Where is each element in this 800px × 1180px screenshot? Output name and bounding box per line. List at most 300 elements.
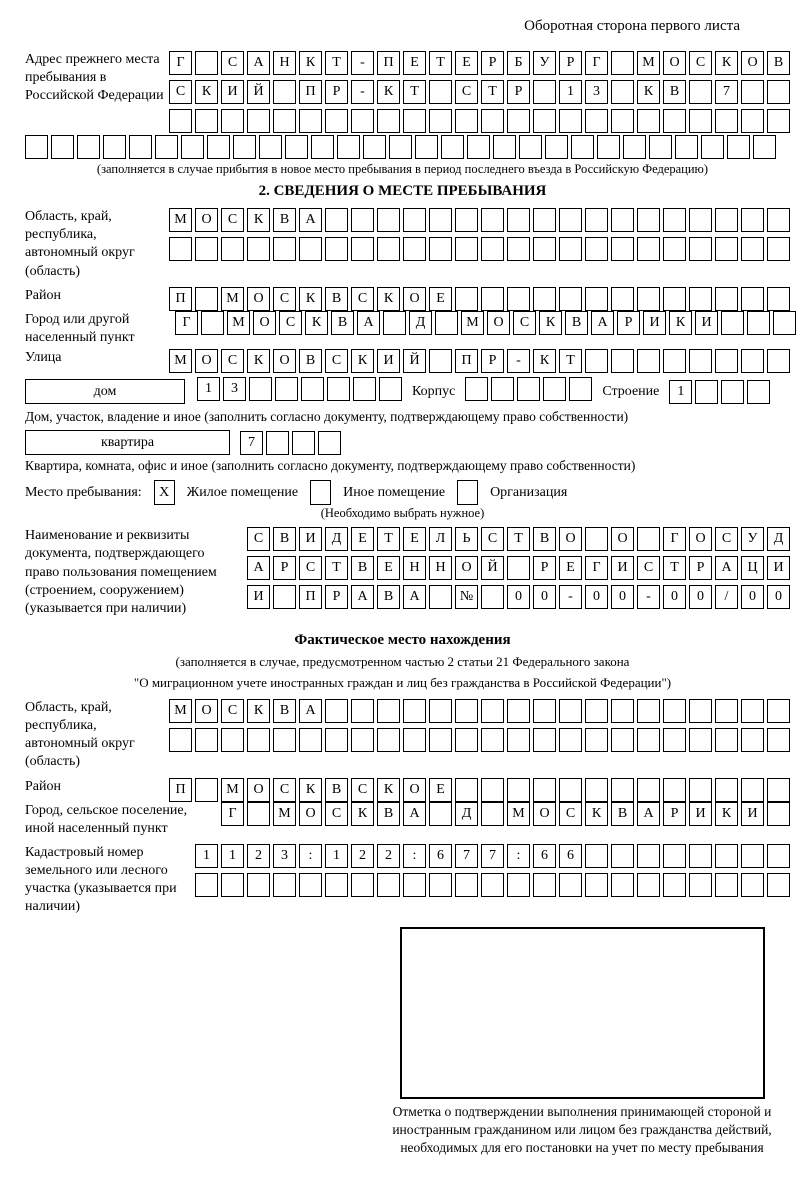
- char-cell[interactable]: [741, 80, 764, 104]
- char-cell[interactable]: [507, 109, 530, 133]
- char-cell[interactable]: [767, 287, 790, 311]
- char-cell[interactable]: [689, 80, 712, 104]
- char-cell[interactable]: [585, 109, 608, 133]
- char-cell[interactable]: [637, 527, 660, 551]
- char-cell[interactable]: [741, 349, 764, 373]
- char-cell[interactable]: [767, 699, 790, 723]
- char-cell[interactable]: А: [357, 311, 380, 335]
- char-cell[interactable]: [429, 349, 452, 373]
- char-cell[interactable]: [741, 237, 764, 261]
- char-cell[interactable]: [389, 135, 412, 159]
- char-cell[interactable]: [715, 699, 738, 723]
- char-cell[interactable]: [299, 728, 322, 752]
- char-cell[interactable]: М: [507, 802, 530, 826]
- char-cell[interactable]: [337, 135, 360, 159]
- char-cell[interactable]: [663, 844, 686, 868]
- char-cell[interactable]: [195, 51, 218, 75]
- char-cell[interactable]: [481, 778, 504, 802]
- char-cell[interactable]: [611, 778, 634, 802]
- char-cell[interactable]: [325, 237, 348, 261]
- char-cell[interactable]: [429, 699, 452, 723]
- char-cell[interactable]: [403, 208, 426, 232]
- char-cell[interactable]: [611, 699, 634, 723]
- char-cell[interactable]: В: [325, 778, 348, 802]
- char-cell[interactable]: [103, 135, 126, 159]
- char-cell[interactable]: 1: [221, 844, 244, 868]
- char-cell[interactable]: [429, 208, 452, 232]
- char-cell[interactable]: [559, 873, 582, 897]
- char-cell[interactable]: [767, 109, 790, 133]
- char-cell[interactable]: [663, 699, 686, 723]
- char-cell[interactable]: [481, 802, 504, 826]
- char-cell[interactable]: [533, 237, 556, 261]
- char-cell[interactable]: В: [611, 802, 634, 826]
- char-cell[interactable]: [481, 585, 504, 609]
- char-cell[interactable]: [266, 431, 289, 455]
- char-cell[interactable]: Т: [481, 80, 504, 104]
- dom-box[interactable]: дом: [25, 379, 185, 404]
- char-cell[interactable]: [715, 349, 738, 373]
- char-cell[interactable]: [493, 135, 516, 159]
- char-cell[interactable]: К: [377, 287, 400, 311]
- char-cell[interactable]: С: [279, 311, 302, 335]
- char-cell[interactable]: [247, 237, 270, 261]
- char-cell[interactable]: 6: [429, 844, 452, 868]
- char-cell[interactable]: [233, 135, 256, 159]
- char-cell[interactable]: Г: [585, 51, 608, 75]
- checkbox-organizatsiya[interactable]: [457, 480, 478, 505]
- char-cell[interactable]: [543, 377, 566, 401]
- char-cell[interactable]: [767, 873, 790, 897]
- char-cell[interactable]: С: [221, 51, 244, 75]
- char-cell[interactable]: [221, 728, 244, 752]
- char-cell[interactable]: [351, 699, 374, 723]
- char-cell[interactable]: [689, 728, 712, 752]
- char-cell[interactable]: [377, 208, 400, 232]
- char-cell[interactable]: [741, 778, 764, 802]
- char-cell[interactable]: Д: [325, 527, 348, 551]
- char-cell[interactable]: [429, 585, 452, 609]
- char-cell[interactable]: [689, 208, 712, 232]
- char-cell[interactable]: [767, 802, 790, 826]
- char-cell[interactable]: В: [273, 208, 296, 232]
- char-cell[interactable]: :: [403, 844, 426, 868]
- char-cell[interactable]: [533, 728, 556, 752]
- char-cell[interactable]: [637, 208, 660, 232]
- char-cell[interactable]: [695, 380, 718, 404]
- char-cell[interactable]: 1: [559, 80, 582, 104]
- char-cell[interactable]: У: [741, 527, 764, 551]
- char-cell[interactable]: [25, 135, 48, 159]
- char-cell[interactable]: 0: [507, 585, 530, 609]
- char-cell[interactable]: К: [247, 349, 270, 373]
- char-cell[interactable]: [701, 135, 724, 159]
- char-cell[interactable]: [741, 844, 764, 868]
- char-cell[interactable]: [351, 237, 374, 261]
- char-cell[interactable]: П: [455, 349, 478, 373]
- char-cell[interactable]: [721, 311, 744, 335]
- char-cell[interactable]: Е: [455, 51, 478, 75]
- char-cell[interactable]: [611, 349, 634, 373]
- char-cell[interactable]: 2: [377, 844, 400, 868]
- char-cell[interactable]: М: [221, 287, 244, 311]
- char-cell[interactable]: А: [299, 208, 322, 232]
- char-cell[interactable]: [429, 873, 452, 897]
- char-cell[interactable]: [611, 80, 634, 104]
- char-cell[interactable]: [259, 135, 282, 159]
- char-cell[interactable]: [637, 109, 660, 133]
- char-cell[interactable]: А: [247, 556, 270, 580]
- char-cell[interactable]: [285, 135, 308, 159]
- char-cell[interactable]: С: [455, 80, 478, 104]
- char-cell[interactable]: [273, 728, 296, 752]
- char-cell[interactable]: С: [637, 556, 660, 580]
- char-cell[interactable]: М: [169, 699, 192, 723]
- char-cell[interactable]: [559, 237, 582, 261]
- char-cell[interactable]: К: [305, 311, 328, 335]
- char-cell[interactable]: [507, 237, 530, 261]
- char-cell[interactable]: [741, 287, 764, 311]
- char-cell[interactable]: [455, 109, 478, 133]
- char-cell[interactable]: [663, 873, 686, 897]
- char-cell[interactable]: [403, 873, 426, 897]
- char-cell[interactable]: [611, 237, 634, 261]
- char-cell[interactable]: [747, 380, 770, 404]
- char-cell[interactable]: К: [299, 51, 322, 75]
- char-cell[interactable]: [741, 873, 764, 897]
- char-cell[interactable]: [481, 208, 504, 232]
- char-cell[interactable]: [377, 109, 400, 133]
- char-cell[interactable]: -: [559, 585, 582, 609]
- char-cell[interactable]: [169, 728, 192, 752]
- char-cell[interactable]: [129, 135, 152, 159]
- char-cell[interactable]: [221, 109, 244, 133]
- char-cell[interactable]: [689, 349, 712, 373]
- char-cell[interactable]: :: [299, 844, 322, 868]
- char-cell[interactable]: 7: [481, 844, 504, 868]
- char-cell[interactable]: [351, 728, 374, 752]
- char-cell[interactable]: [491, 377, 514, 401]
- char-cell[interactable]: [637, 699, 660, 723]
- char-cell[interactable]: Р: [507, 80, 530, 104]
- char-cell[interactable]: [585, 778, 608, 802]
- char-cell[interactable]: [169, 237, 192, 261]
- char-cell[interactable]: [247, 109, 270, 133]
- char-cell[interactable]: М: [637, 51, 660, 75]
- char-cell[interactable]: [273, 80, 296, 104]
- char-cell[interactable]: К: [637, 80, 660, 104]
- char-cell[interactable]: Б: [507, 51, 530, 75]
- char-cell[interactable]: Р: [481, 51, 504, 75]
- char-cell[interactable]: [195, 778, 218, 802]
- char-cell[interactable]: 7: [455, 844, 478, 868]
- char-cell[interactable]: С: [481, 527, 504, 551]
- char-cell[interactable]: [325, 208, 348, 232]
- char-cell[interactable]: [379, 377, 402, 401]
- char-cell[interactable]: С: [247, 527, 270, 551]
- char-cell[interactable]: К: [351, 802, 374, 826]
- char-cell[interactable]: [637, 349, 660, 373]
- char-cell[interactable]: [195, 237, 218, 261]
- char-cell[interactable]: О: [533, 802, 556, 826]
- char-cell[interactable]: И: [299, 527, 322, 551]
- char-cell[interactable]: С: [715, 527, 738, 551]
- char-cell[interactable]: -: [507, 349, 530, 373]
- char-cell[interactable]: :: [507, 844, 530, 868]
- char-cell[interactable]: Й: [247, 80, 270, 104]
- char-cell[interactable]: Н: [429, 556, 452, 580]
- char-cell[interactable]: С: [325, 349, 348, 373]
- char-cell[interactable]: [273, 109, 296, 133]
- char-cell[interactable]: Р: [689, 556, 712, 580]
- char-cell[interactable]: Т: [429, 51, 452, 75]
- char-cell[interactable]: [519, 135, 542, 159]
- char-cell[interactable]: Д: [767, 527, 790, 551]
- char-cell[interactable]: К: [377, 80, 400, 104]
- char-cell[interactable]: Н: [273, 51, 296, 75]
- char-cell[interactable]: [429, 237, 452, 261]
- char-cell[interactable]: У: [533, 51, 556, 75]
- char-cell[interactable]: 6: [559, 844, 582, 868]
- char-cell[interactable]: Р: [533, 556, 556, 580]
- char-cell[interactable]: О: [403, 287, 426, 311]
- char-cell[interactable]: [169, 109, 192, 133]
- char-cell[interactable]: [721, 380, 744, 404]
- char-cell[interactable]: К: [377, 778, 400, 802]
- char-cell[interactable]: [611, 109, 634, 133]
- char-cell[interactable]: А: [591, 311, 614, 335]
- char-cell[interactable]: Т: [559, 349, 582, 373]
- char-cell[interactable]: [377, 873, 400, 897]
- char-cell[interactable]: [663, 109, 686, 133]
- char-cell[interactable]: [767, 349, 790, 373]
- char-cell[interactable]: [559, 287, 582, 311]
- char-cell[interactable]: [585, 844, 608, 868]
- char-cell[interactable]: Л: [429, 527, 452, 551]
- char-cell[interactable]: [377, 699, 400, 723]
- char-cell[interactable]: И: [695, 311, 718, 335]
- char-cell[interactable]: В: [377, 585, 400, 609]
- char-cell[interactable]: [585, 237, 608, 261]
- char-cell[interactable]: [533, 80, 556, 104]
- char-cell[interactable]: С: [273, 287, 296, 311]
- char-cell[interactable]: 0: [585, 585, 608, 609]
- char-cell[interactable]: Т: [377, 527, 400, 551]
- char-cell[interactable]: Д: [409, 311, 432, 335]
- char-cell[interactable]: Н: [403, 556, 426, 580]
- char-cell[interactable]: 0: [533, 585, 556, 609]
- char-cell[interactable]: В: [351, 556, 374, 580]
- char-cell[interactable]: М: [273, 802, 296, 826]
- char-cell[interactable]: С: [221, 208, 244, 232]
- char-cell[interactable]: С: [325, 802, 348, 826]
- char-cell[interactable]: [467, 135, 490, 159]
- char-cell[interactable]: [195, 873, 218, 897]
- char-cell[interactable]: 0: [663, 585, 686, 609]
- char-cell[interactable]: [571, 135, 594, 159]
- char-cell[interactable]: Г: [169, 51, 192, 75]
- char-cell[interactable]: 3: [585, 80, 608, 104]
- char-cell[interactable]: О: [663, 51, 686, 75]
- char-cell[interactable]: С: [221, 349, 244, 373]
- char-cell[interactable]: [377, 728, 400, 752]
- char-cell[interactable]: Е: [377, 556, 400, 580]
- char-cell[interactable]: [221, 237, 244, 261]
- char-cell[interactable]: 0: [741, 585, 764, 609]
- char-cell[interactable]: [559, 778, 582, 802]
- char-cell[interactable]: [155, 135, 178, 159]
- char-cell[interactable]: И: [767, 556, 790, 580]
- char-cell[interactable]: Т: [403, 80, 426, 104]
- char-cell[interactable]: [383, 311, 406, 335]
- char-cell[interactable]: [465, 377, 488, 401]
- char-cell[interactable]: С: [221, 699, 244, 723]
- char-cell[interactable]: О: [455, 556, 478, 580]
- char-cell[interactable]: А: [247, 51, 270, 75]
- char-cell[interactable]: [689, 237, 712, 261]
- char-cell[interactable]: [403, 699, 426, 723]
- char-cell[interactable]: И: [741, 802, 764, 826]
- char-cell[interactable]: И: [643, 311, 666, 335]
- char-cell[interactable]: Д: [455, 802, 478, 826]
- char-cell[interactable]: [455, 873, 478, 897]
- char-cell[interactable]: [597, 135, 620, 159]
- char-cell[interactable]: Е: [403, 527, 426, 551]
- char-cell[interactable]: [741, 208, 764, 232]
- char-cell[interactable]: В: [325, 287, 348, 311]
- char-cell[interactable]: Р: [325, 80, 348, 104]
- char-cell[interactable]: В: [533, 527, 556, 551]
- char-cell[interactable]: К: [195, 80, 218, 104]
- char-cell[interactable]: [77, 135, 100, 159]
- char-cell[interactable]: [247, 728, 270, 752]
- char-cell[interactable]: С: [169, 80, 192, 104]
- char-cell[interactable]: [741, 109, 764, 133]
- char-cell[interactable]: О: [403, 778, 426, 802]
- char-cell[interactable]: [663, 349, 686, 373]
- char-cell[interactable]: [207, 135, 230, 159]
- char-cell[interactable]: [689, 109, 712, 133]
- char-cell[interactable]: Р: [559, 51, 582, 75]
- char-cell[interactable]: [727, 135, 750, 159]
- char-cell[interactable]: А: [637, 802, 660, 826]
- char-cell[interactable]: [559, 208, 582, 232]
- char-cell[interactable]: [403, 728, 426, 752]
- char-cell[interactable]: О: [195, 349, 218, 373]
- char-cell[interactable]: П: [169, 287, 192, 311]
- char-cell[interactable]: [689, 778, 712, 802]
- char-cell[interactable]: [767, 237, 790, 261]
- char-cell[interactable]: [741, 699, 764, 723]
- char-cell[interactable]: П: [299, 80, 322, 104]
- char-cell[interactable]: [689, 844, 712, 868]
- char-cell[interactable]: К: [351, 349, 374, 373]
- char-cell[interactable]: [299, 873, 322, 897]
- char-cell[interactable]: [637, 728, 660, 752]
- char-cell[interactable]: [715, 208, 738, 232]
- char-cell[interactable]: [429, 728, 452, 752]
- char-cell[interactable]: [611, 208, 634, 232]
- char-cell[interactable]: [663, 208, 686, 232]
- char-cell[interactable]: 2: [351, 844, 374, 868]
- char-cell[interactable]: М: [169, 349, 192, 373]
- char-cell[interactable]: [455, 287, 478, 311]
- char-cell[interactable]: [275, 377, 298, 401]
- char-cell[interactable]: [611, 844, 634, 868]
- char-cell[interactable]: [299, 237, 322, 261]
- char-cell[interactable]: [273, 237, 296, 261]
- char-cell[interactable]: [585, 699, 608, 723]
- char-cell[interactable]: М: [169, 208, 192, 232]
- char-cell[interactable]: [533, 208, 556, 232]
- char-cell[interactable]: 2: [247, 844, 270, 868]
- char-cell[interactable]: К: [247, 699, 270, 723]
- char-cell[interactable]: [195, 287, 218, 311]
- char-cell[interactable]: [481, 109, 504, 133]
- char-cell[interactable]: 1: [195, 844, 218, 868]
- char-cell[interactable]: [507, 556, 530, 580]
- char-cell[interactable]: А: [715, 556, 738, 580]
- char-cell[interactable]: 1: [325, 844, 348, 868]
- char-cell[interactable]: [767, 844, 790, 868]
- char-cell[interactable]: К: [539, 311, 562, 335]
- char-cell[interactable]: [675, 135, 698, 159]
- char-cell[interactable]: А: [403, 802, 426, 826]
- char-cell[interactable]: [623, 135, 646, 159]
- char-cell[interactable]: [273, 873, 296, 897]
- char-cell[interactable]: [663, 237, 686, 261]
- char-cell[interactable]: [195, 109, 218, 133]
- char-cell[interactable]: О: [487, 311, 510, 335]
- char-cell[interactable]: Р: [273, 556, 296, 580]
- char-cell[interactable]: [585, 728, 608, 752]
- char-cell[interactable]: О: [741, 51, 764, 75]
- char-cell[interactable]: О: [273, 349, 296, 373]
- char-cell[interactable]: О: [611, 527, 634, 551]
- char-cell[interactable]: Т: [325, 51, 348, 75]
- char-cell[interactable]: [637, 287, 660, 311]
- char-cell[interactable]: О: [195, 208, 218, 232]
- char-cell[interactable]: [327, 377, 350, 401]
- char-cell[interactable]: С: [559, 802, 582, 826]
- char-cell[interactable]: [351, 109, 374, 133]
- char-cell[interactable]: В: [663, 80, 686, 104]
- char-cell[interactable]: 1: [669, 380, 692, 404]
- char-cell[interactable]: [747, 311, 770, 335]
- char-cell[interactable]: [715, 109, 738, 133]
- char-cell[interactable]: Р: [481, 349, 504, 373]
- char-cell[interactable]: Е: [429, 778, 452, 802]
- char-cell[interactable]: К: [247, 208, 270, 232]
- char-cell[interactable]: [715, 873, 738, 897]
- char-cell[interactable]: [455, 699, 478, 723]
- char-cell[interactable]: Р: [663, 802, 686, 826]
- char-cell[interactable]: [767, 728, 790, 752]
- char-cell[interactable]: [585, 527, 608, 551]
- char-cell[interactable]: П: [169, 778, 192, 802]
- char-cell[interactable]: И: [221, 80, 244, 104]
- char-cell[interactable]: [249, 377, 272, 401]
- char-cell[interactable]: [403, 109, 426, 133]
- char-cell[interactable]: [455, 237, 478, 261]
- char-cell[interactable]: [481, 728, 504, 752]
- char-cell[interactable]: [481, 287, 504, 311]
- char-cell[interactable]: [689, 287, 712, 311]
- char-cell[interactable]: [517, 377, 540, 401]
- char-cell[interactable]: [325, 109, 348, 133]
- char-cell[interactable]: [353, 377, 376, 401]
- char-cell[interactable]: О: [253, 311, 276, 335]
